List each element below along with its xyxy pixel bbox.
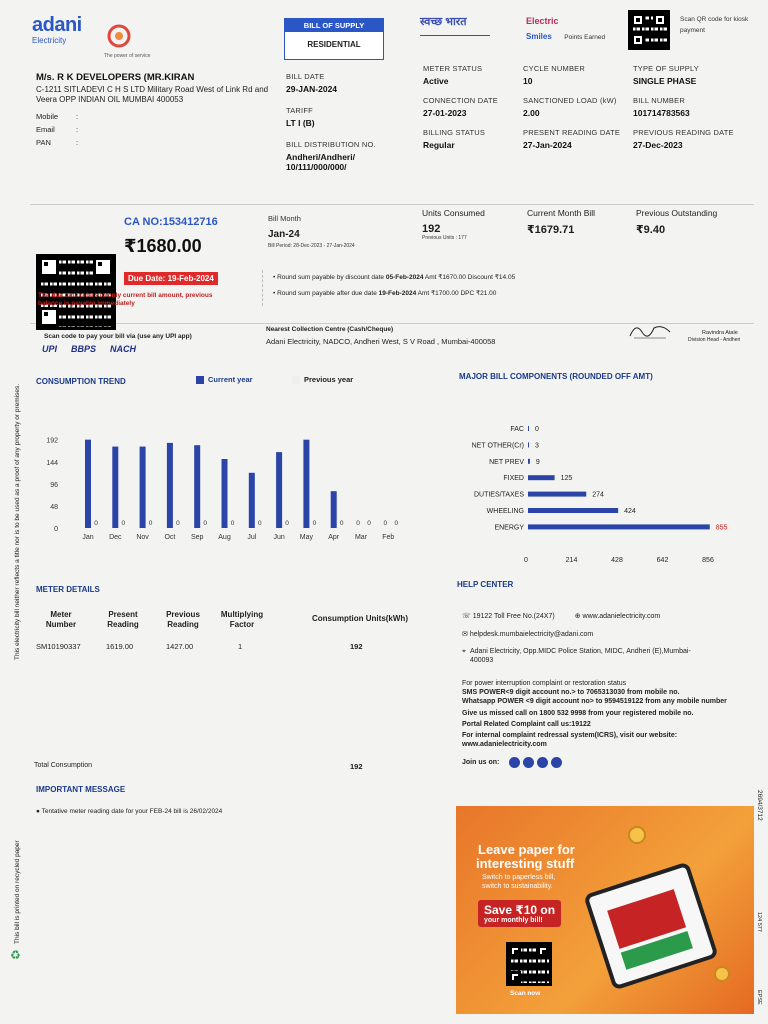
trend-prev-zero-label: 0	[176, 520, 180, 527]
help-line-6: For internal complaint redressal system(ICRS), visit our website: www.adanielectricity.com	[462, 732, 678, 748]
current-bill-block	[527, 208, 595, 236]
trend-bar	[140, 447, 146, 528]
promo-qr-code[interactable]	[506, 942, 552, 986]
trend-xtick: Sep	[190, 534, 204, 541]
upi-scan-label: Scan code to pay your bill via (use any UPI app)	[44, 333, 192, 340]
present-reading-header: Present Reading	[107, 610, 139, 629]
trend-bar	[85, 440, 91, 528]
trend-xtick: Mar	[354, 534, 368, 541]
consumption-trend-chart	[28, 426, 428, 546]
twitter-icon[interactable]	[523, 757, 534, 768]
ca-number: CA NO:153412716	[124, 216, 218, 228]
present-reading-date-value: 27-Jan-2024	[523, 140, 572, 150]
trend-ytick: 192	[46, 437, 58, 445]
component-label: DUTIES/TAXES	[473, 491, 524, 499]
prev-outstanding-block	[636, 208, 717, 236]
trend-xtick: May	[299, 534, 314, 541]
right-code: 2694/3712	[756, 790, 763, 821]
units-label: Units Consumed	[422, 208, 485, 218]
coin-icon-2	[714, 966, 730, 982]
trend-bar	[276, 452, 282, 528]
signer-role: Division Head - Andheri	[688, 337, 741, 343]
total-amount: ₹1680.00	[124, 236, 202, 256]
kiosk-qr-label: Scan QR code for kiosk payment	[680, 16, 749, 34]
component-label: WHEELING	[486, 508, 524, 515]
component-value: 125	[560, 475, 573, 483]
help-line-4: Give us missed call on 1800 532 9998 from your registered mobile no.	[462, 710, 694, 717]
trend-prev-zero-label: 0	[203, 520, 208, 527]
help-line-1: For power interruption complaint or restoration status	[462, 680, 627, 687]
join-label: Join us on:	[462, 759, 500, 767]
adani-g-logo	[104, 24, 154, 58]
component-value: 855	[715, 524, 728, 532]
legal-disclaimer-vertical: This electricity bill neither reflects a title nor is to be used as a proof of any property or premises.	[14, 383, 21, 660]
multiplying-factor-cell: 1	[238, 642, 243, 651]
nach-logo: NACH	[110, 344, 137, 354]
previous-reading-cell: 1427.00	[166, 642, 194, 651]
component-value: 9	[535, 458, 540, 466]
supply-type-value: SINGLE PHASE	[633, 76, 697, 86]
trend-legend-current: Current year	[196, 375, 253, 384]
trend-ytick: 0	[54, 526, 58, 533]
component-label: ENERGY	[494, 524, 524, 532]
meter-status-value: Active	[423, 76, 449, 86]
email-line[interactable]: ✉ helpdesk.mumbaielectricity@adani.com	[462, 631, 594, 638]
swachh-logo	[420, 14, 500, 50]
component-xtick: 214	[565, 557, 578, 564]
component-bar	[528, 475, 555, 480]
consumption-units-cell: 192	[350, 642, 363, 651]
payment-logos	[42, 344, 136, 354]
help-line-5: Portal Related Complaint call us:19122	[462, 721, 591, 728]
help-content	[462, 612, 752, 768]
meter-number-header: Meter Number	[45, 610, 77, 629]
prev-outstanding-value: ₹9.40	[636, 224, 666, 236]
trend-prev-zero-label: 0	[394, 520, 399, 527]
units-value: 192	[422, 223, 441, 235]
smiles-title: Electric	[526, 16, 559, 26]
coin-icon	[628, 826, 646, 844]
trend-bar-zero-label: 0	[383, 520, 388, 527]
brand-logo	[32, 14, 92, 60]
help-line-2: SMS POWER<9 digit account no.> to 7065313030 from mobile no.	[462, 689, 680, 696]
location-icon: ⌖	[462, 648, 466, 655]
trend-prev-zero-label: 0	[339, 520, 344, 527]
component-xtick: 0	[524, 557, 528, 564]
trend-xtick: Feb	[382, 534, 395, 541]
customer-name: M/s. R K DEVELOPERS (MR.KIRAN	[36, 72, 195, 83]
bill-type-box	[284, 18, 384, 60]
meter-info-grid: METER STATUS Active CYCLE NUMBER 10 TYPE OF SUPPLY SINGLE PHASE CONNECTION DATE 27-01-2023 SANCTIONED LOAD (kW) 2.00 BILL NUMBER 101714783563 BILLING STATUS Regular PRESENT READING DATE 27-Jan-2024 PREVIOUS READING DATE 27-Dec-2023	[423, 64, 743, 150]
website-link[interactable]: ⊕ www.adanielectricity.com	[574, 613, 661, 620]
smiles-points-label: Points Earned	[564, 34, 606, 41]
trend-prev-zero-label: 0	[257, 520, 262, 527]
collection-address: Adani Electricity, NADCO, Andheri West, S V Road , Mumbai-400058	[266, 337, 496, 346]
promo-banner[interactable]	[456, 806, 754, 1014]
help-title: HELP CENTER	[457, 580, 514, 589]
trend-xtick: Oct	[164, 534, 176, 541]
bill-type-value: RESIDENTIAL	[307, 40, 361, 49]
important-message: ● Tentative meter reading date for your FEB-24 bill is 26/02/2024	[36, 808, 223, 815]
trend-bar	[222, 459, 228, 528]
components-title: MAJOR BILL COMPONENTS (ROUNDED OFF AMT)	[459, 372, 653, 381]
component-xtick: 642	[656, 557, 669, 564]
component-xtick: 428	[611, 557, 623, 564]
customer-address: C-1211 SITLADEVI C H S LTD Military Road West of Link Rd and Veera OPP INDIAN OIL MUMBAI 400053	[36, 85, 269, 104]
trend-bar	[331, 491, 337, 528]
promo-line4: switch to sustainability.	[482, 883, 553, 890]
recycled-paper-note: This bill is printed on recycled paper	[14, 840, 21, 944]
g-logo-icon	[104, 24, 134, 48]
bill-date-label: BILL DATE	[286, 72, 325, 81]
component-value: 0	[535, 426, 539, 433]
total-consumption-label: Total Consumption	[34, 762, 92, 769]
promo-scan-label: Scan now	[510, 990, 541, 997]
trend-xtick: Nov	[136, 534, 149, 541]
component-bar	[528, 492, 586, 497]
component-value: 424	[624, 508, 636, 515]
round-sum-discount: • Round sum payable by discount date 05-Feb-2024 Amt ₹1670.00 Discount ₹14.05	[273, 274, 516, 281]
component-bar	[528, 508, 618, 513]
globe-icon: ⊕	[574, 613, 581, 620]
trend-prev-zero-label: 0	[367, 520, 371, 527]
trend-bar	[249, 473, 255, 528]
consumption-units-header: Consumption Units(kWh)	[312, 614, 408, 623]
bill-components-chart	[440, 418, 760, 568]
pan-label: PAN	[36, 138, 51, 147]
trend-bar	[167, 443, 173, 528]
kiosk-qr-code	[628, 10, 670, 50]
trend-xtick: Jan	[82, 534, 94, 541]
email-label: Email	[36, 125, 55, 134]
trend-prev-zero-label: 0	[230, 520, 235, 527]
bill-period: Bill Period: 28-Dec-2023 - 27-Jan-2024	[268, 243, 355, 249]
mail-icon: ✉	[462, 631, 468, 638]
sanctioned-load-value: 2.00	[523, 108, 540, 118]
trend-prev-zero-label: 0	[94, 520, 98, 527]
trend-ytick: 48	[50, 503, 58, 511]
bill-number-value: 101714783563	[633, 108, 690, 118]
cycle-number-value: 10	[523, 76, 533, 86]
address-line: ⌖ Adani Electricity, Opp.MIDC Police Station, MIDC, Andheri (E),Mumbai-400093	[462, 648, 691, 664]
component-label: FIXED	[503, 475, 524, 483]
trend-bar	[194, 445, 200, 528]
recycle-icon: ♻	[10, 948, 21, 962]
trend-xtick: Apr	[328, 534, 340, 541]
smiles-title2: Smiles	[526, 32, 552, 41]
multiplying-factor-header: Multiplying Factor	[220, 610, 264, 629]
promo-line1: Leave paper for	[478, 842, 575, 857]
bill-date-value: 29-JAN-2024	[286, 84, 338, 94]
upi-logo: UPI	[42, 344, 58, 354]
bill-month-block	[268, 214, 355, 249]
linkedin-icon[interactable]	[537, 757, 548, 768]
due-date-badge: Due Date: 19-Feb-2024	[124, 272, 218, 285]
signature-image	[626, 318, 676, 344]
component-bar	[528, 459, 530, 464]
bbps-logo: BBPS	[71, 344, 97, 354]
trend-xtick: Jun	[273, 534, 285, 541]
meter-number-cell: SM10190337	[36, 642, 81, 651]
previous-reading-date-value: 27-Dec-2023	[633, 140, 683, 150]
trend-bar	[303, 440, 309, 528]
tariff-value: LT I (B)	[286, 118, 315, 128]
trend-title: CONSUMPTION TREND	[36, 377, 126, 386]
collection-label: Nearest Collection Centre (Cash/Cheque)	[266, 326, 394, 333]
component-bar	[528, 442, 529, 447]
previous-units: Previous Units : 177	[422, 235, 467, 241]
due-date-note: The due date refers to only current bill amount, previous balance is payable immediately	[38, 292, 213, 307]
prev-outstanding-label: Previous Outstanding	[636, 208, 718, 218]
facebook-icon[interactable]	[509, 757, 520, 768]
current-bill-label: Current Month Bill	[527, 208, 596, 218]
electric-smiles	[526, 16, 626, 46]
component-xtick: 856	[702, 557, 714, 564]
dist-label: BILL DISTRIBUTION NO.	[286, 140, 376, 149]
trend-xtick: Aug	[218, 534, 231, 541]
trend-xtick: Dec	[109, 534, 122, 541]
component-bar	[528, 524, 710, 529]
previous-reading-header: Previous Reading	[166, 610, 200, 629]
units-block	[422, 208, 485, 241]
mobile-label: Mobile	[36, 112, 59, 121]
trend-bar-zero-label: 0	[356, 520, 360, 527]
trend-legend-prev: Previous year	[292, 375, 353, 384]
bill-type-header: BILL OF SUPPLY	[285, 19, 383, 32]
trend-ytick: 144	[46, 459, 58, 467]
promo-line3: Switch to paperless bill,	[482, 874, 556, 881]
promo-save-badge	[478, 900, 561, 927]
present-reading-cell: 1619.00	[106, 642, 134, 651]
phone-illustration	[583, 861, 719, 990]
youtube-icon[interactable]	[551, 757, 562, 768]
bill-date-block	[286, 72, 382, 172]
promo-line5: Save ₹10 on	[484, 903, 556, 917]
trend-prev-zero-label: 0	[312, 520, 317, 527]
trend-ytick: 96	[50, 481, 58, 489]
social-row	[462, 757, 752, 768]
legend-swatch-prev	[292, 376, 300, 384]
tollfree-line: ☏ 19122 Toll Free No.(24X7)	[462, 613, 555, 620]
trend-bar	[112, 447, 118, 528]
brand-logo-text: adani	[32, 14, 82, 36]
dist-value: Andheri/Andheri/ 10/111/000/000/	[286, 152, 355, 172]
total-consumption-value: 192	[350, 762, 363, 771]
meter-details-title: METER DETAILS	[36, 585, 100, 594]
brand-tagline: The power of service	[104, 53, 151, 59]
component-value: 3	[535, 442, 539, 450]
trend-prev-zero-label: 0	[121, 520, 126, 527]
right-code-2: 124 577	[756, 912, 762, 932]
promo-line6: your monthly bill!	[484, 917, 543, 924]
trend-prev-zero-label: 0	[148, 520, 153, 527]
component-label: NET PREV	[489, 458, 524, 466]
signature-icon	[626, 318, 676, 344]
round-sum-after-due: • Round sum payable after due date 19-Feb-2024 Amt ₹1700.00 DPC ₹21.00	[273, 290, 497, 297]
component-label: NET OTHER(Cr)	[471, 442, 524, 450]
round-sum-box	[262, 270, 752, 306]
connection-date-value: 27-01-2023	[423, 108, 467, 118]
important-title: IMPORTANT MESSAGE	[36, 785, 126, 794]
tariff-label: TARIFF	[286, 106, 313, 115]
phone-icon: ☏	[462, 613, 471, 620]
promo-line2: interesting stuff	[476, 856, 575, 871]
signer-name: Ravindra Atale	[702, 330, 738, 336]
trend-xtick: Jul	[247, 534, 257, 541]
current-bill-value: ₹1679.71	[527, 224, 575, 236]
legend-swatch-current	[196, 376, 204, 384]
customer-contact: Mobile : Email : PAN :	[36, 112, 79, 147]
swachh-text: स्वच्छ भारत	[420, 16, 467, 28]
component-value: 274	[592, 491, 604, 499]
brand-logo-sub: Electricity	[32, 36, 67, 45]
trend-prev-zero-label: 0	[285, 520, 289, 527]
help-line-3: Whatsapp POWER <9 digit account no> to 9594519122 from any mobile number	[462, 698, 727, 705]
component-bar	[528, 426, 529, 431]
bill-month-value: Jan-24	[268, 229, 300, 240]
right-code-3: EPSE	[756, 990, 762, 1005]
component-label: FAC	[510, 426, 524, 433]
bill-month-label: Bill Month	[268, 214, 301, 223]
billing-status-value: Regular	[423, 140, 455, 150]
